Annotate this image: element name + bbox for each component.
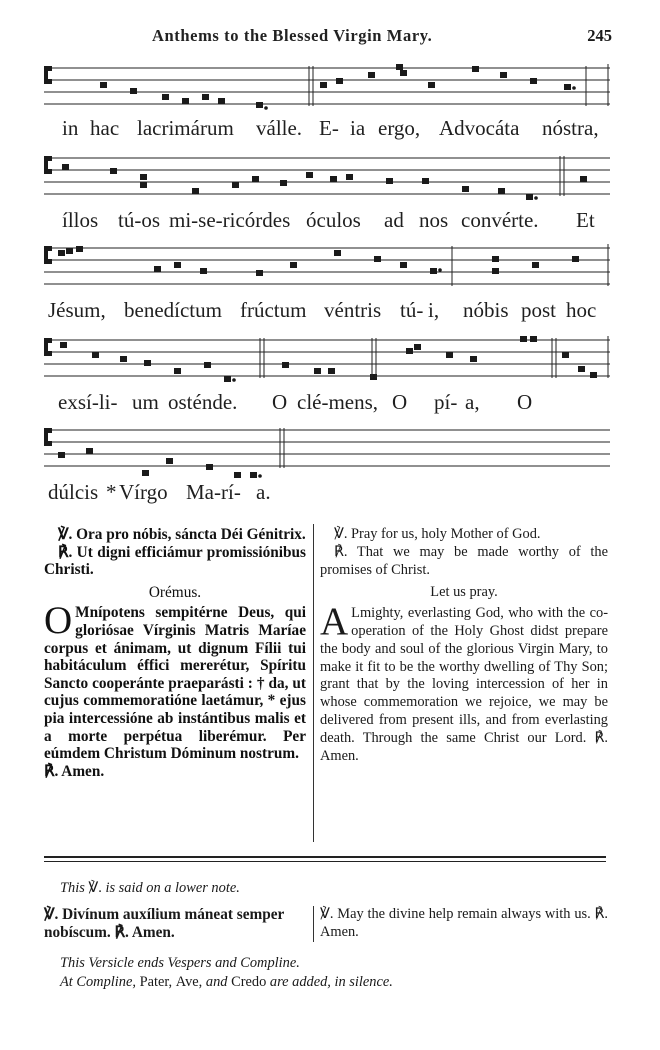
latin-amen: ℟. Amen.: [44, 762, 105, 780]
neume: [492, 256, 499, 262]
english-oremus: Let us pray.: [430, 584, 498, 601]
chant-syllable: óculos: [306, 208, 361, 232]
neume: [92, 352, 99, 358]
neume: [86, 448, 93, 454]
neume: [140, 174, 147, 180]
chant-syllable: Advocáta: [439, 116, 520, 140]
latin-prayer-paragraph: [44, 599, 306, 763]
compline-credo: Credo: [231, 974, 267, 990]
neume: [500, 72, 507, 78]
latin-column: [44, 526, 306, 780]
chant-line-5: [34, 422, 614, 506]
neume: [120, 356, 127, 362]
neume: [578, 366, 585, 372]
neume: [470, 356, 477, 362]
chant-staff-2: [34, 150, 614, 206]
section-rule-thick: [44, 856, 606, 858]
chant-syllable: post: [521, 298, 557, 322]
neume: [250, 472, 257, 478]
latin-versicle: ℣. Ora pro nóbis, sáncta Déi Génitrix.: [58, 526, 306, 543]
chant-syllable: exsí-li-: [58, 390, 118, 414]
neume: [306, 172, 313, 178]
chant-syllable: a.: [256, 480, 271, 504]
neume: [252, 176, 259, 182]
versicle-ends-line: This Versicle ends Vespers and Compline.: [60, 955, 300, 971]
neume: [320, 82, 327, 88]
neume: [76, 246, 83, 252]
neume: [202, 94, 209, 100]
neume: [140, 182, 147, 188]
neume: [396, 64, 403, 70]
chant-syllable: Vírgo: [119, 480, 168, 504]
compline-lead: At Compline,: [60, 974, 136, 990]
neume: [182, 98, 189, 104]
chant-syllable: i,: [428, 298, 440, 322]
neume: [368, 72, 375, 78]
neume: [406, 348, 413, 354]
chant-line-2: [34, 150, 614, 234]
chant-syllable: pí-: [434, 390, 458, 414]
neume: [66, 248, 73, 254]
chant-staff-1: [34, 58, 614, 114]
neume: [590, 372, 597, 378]
english-response: ℟. That we may be made worthy of the promises of Christ.: [320, 543, 608, 578]
chant-syllable: in: [62, 116, 79, 140]
neume: [282, 362, 289, 368]
neume: [414, 344, 421, 350]
neume: [572, 256, 579, 262]
neume: [174, 368, 181, 374]
vespers-compline-note: [60, 954, 393, 992]
neume: [154, 266, 161, 272]
chant-line-1: [34, 58, 614, 142]
neume: [328, 368, 335, 374]
compline-tail: are added, in silence.: [269, 974, 393, 990]
neume: [472, 66, 479, 72]
chant-syllable: Et: [576, 208, 595, 232]
chant-syllable: nóbis: [463, 298, 509, 322]
chant-syllable: véntris: [324, 298, 382, 322]
neume: [428, 82, 435, 88]
latin-drop-cap: O: [44, 599, 73, 643]
neume: [334, 250, 341, 256]
lower-note-post: is said on a lower note.: [105, 880, 240, 896]
neume: [256, 270, 263, 276]
neume: [192, 188, 199, 194]
neume: [110, 168, 117, 174]
english-prayer-paragraph: [320, 600, 608, 765]
chant-syllable: um: [132, 390, 159, 414]
chant-syllable: O: [392, 390, 408, 414]
chant-syllable: E-: [319, 116, 339, 140]
chant-line-4: [34, 332, 614, 416]
neume: [130, 88, 137, 94]
neume: [526, 194, 533, 200]
chant-syllable: osténde.: [168, 390, 238, 414]
neume: [374, 256, 381, 262]
neume: [422, 178, 429, 184]
neume: [330, 176, 337, 182]
c-clef: [44, 66, 48, 84]
chant-syllable: íllos: [62, 208, 99, 232]
neume: [462, 186, 469, 192]
final-english-versicle: ℣. May the divine help remain always with us. ℟. Amen.: [320, 906, 608, 940]
chant-syllable: dúlcis: [48, 480, 99, 504]
column-divider: [313, 524, 314, 842]
chant-syllable: *: [106, 480, 117, 504]
chant-syllable: O: [272, 390, 288, 414]
chant-syllable: tú-os: [118, 208, 160, 232]
latin-response: ℟. Ut digni efficiámur promissiónibus Christi.: [44, 543, 306, 579]
chant-syllable: Ma-rí-: [186, 480, 241, 504]
neume: [346, 174, 353, 180]
neume: [580, 176, 587, 182]
chant-syllable: Jésum,: [48, 298, 106, 322]
chant-syllable: benedíctum: [124, 298, 222, 322]
versicle-symbol: ℣.: [88, 880, 102, 896]
neume: [224, 376, 231, 382]
neume: [520, 336, 527, 342]
final-latin-versicle: ℣. Divínum auxílium máneat semper nobíscum. ℟. Amen.: [44, 906, 285, 941]
neume: [62, 164, 69, 170]
lower-note-instruction: [60, 880, 240, 897]
neume: [206, 464, 213, 470]
neume: [58, 452, 65, 458]
chant-syllable: frúctum: [240, 298, 307, 322]
chant-syllable: mi-se-ricórdes: [169, 208, 291, 232]
neume: [562, 352, 569, 358]
latin-oremus: Orémus.: [148, 583, 202, 601]
running-title: Anthems to the Blessed Virgin Mary.: [152, 26, 433, 45]
chant-staff-4: [34, 332, 614, 388]
neume: [530, 336, 537, 342]
lower-note-pre: This: [60, 880, 85, 896]
neume: [532, 262, 539, 268]
chant-syllable: ia: [350, 116, 366, 140]
compline-and: and: [205, 974, 228, 990]
neume: [530, 78, 537, 84]
neume: [386, 178, 393, 184]
neume: [290, 262, 297, 268]
chant-line-3: [34, 240, 614, 324]
chant-syllable: tú-: [400, 298, 424, 322]
chant-syllable: a,: [465, 390, 480, 414]
chant-syllable: válle.: [256, 116, 303, 140]
chant-syllable: hoc: [566, 298, 597, 322]
neume: [280, 180, 287, 186]
neume: [492, 268, 499, 274]
neume: [564, 84, 571, 90]
chant-syllable: hac: [90, 116, 120, 140]
chant-syllable: ad: [384, 208, 404, 232]
neume: [314, 368, 321, 374]
neume: [162, 94, 169, 100]
neume: [256, 102, 263, 108]
neume: [174, 262, 181, 268]
neume: [400, 70, 407, 76]
neume: [446, 352, 453, 358]
chant-staff-3: [34, 240, 614, 296]
neume: [166, 458, 173, 464]
chant-syllable: nóstra,: [542, 116, 599, 140]
neume: [218, 98, 225, 104]
section-rule-thin: [44, 861, 606, 862]
page-number: 245: [587, 26, 612, 45]
neume: [400, 262, 407, 268]
chant-syllable: O: [517, 390, 533, 414]
chant-syllable: clé-mens,: [297, 390, 379, 414]
neume: [430, 268, 437, 274]
chant-staff-5: [34, 422, 614, 478]
chant-syllable: lacrimárum: [137, 116, 234, 140]
compline-ave: Ave,: [175, 974, 203, 990]
neume: [498, 188, 505, 194]
neume: [100, 82, 107, 88]
neume: [336, 78, 343, 84]
english-versicle: ℣. Pray for us, holy Mother of God.: [334, 526, 541, 542]
running-head: [40, 26, 612, 48]
english-column: [320, 526, 608, 765]
english-prayer: Lmighty, everlasting God, who with the co-operation of the Holy Ghost didst prepare the body and soul of the glorious Virgin Mary, to make it fit to be the worthy dwelling of Thy Son; grant that by the loving intercession of her in whose commemoration we rejoice, we may be delivered from present ills, and from everlasting death. Through the same Christ our Lord. ℟. Amen.: [320, 605, 608, 764]
chant-syllable: nos: [419, 208, 449, 232]
neume: [232, 182, 239, 188]
neume: [200, 268, 207, 274]
neume: [144, 360, 151, 366]
chant-syllable: convérte.: [461, 208, 539, 232]
neume: [142, 470, 149, 476]
final-column-divider: [313, 906, 314, 942]
compline-line: [60, 973, 393, 992]
neume: [204, 362, 211, 368]
compline-pater: Pater,: [139, 974, 173, 990]
neume: [58, 250, 65, 256]
neume: [60, 342, 67, 348]
chant-syllable: ergo,: [378, 116, 421, 140]
neume: [234, 472, 241, 478]
latin-prayer: Mnípotens sempitérne Deus, qui gloriósae Vírginis Matris Maríae corpus et ánimam, ut dignum Fílii tui habitáculum éffici mererétur, Spíritu Sancto cooperánte praeparásti : † da, ut cujus commemoratióne laetámur, * ejus pia intercessióne ab instántibus malis et a morte perpétua liberémur. Per eúmdem Christum Dóminum nostrum.: [44, 604, 306, 763]
english-drop-cap: A: [320, 600, 349, 644]
